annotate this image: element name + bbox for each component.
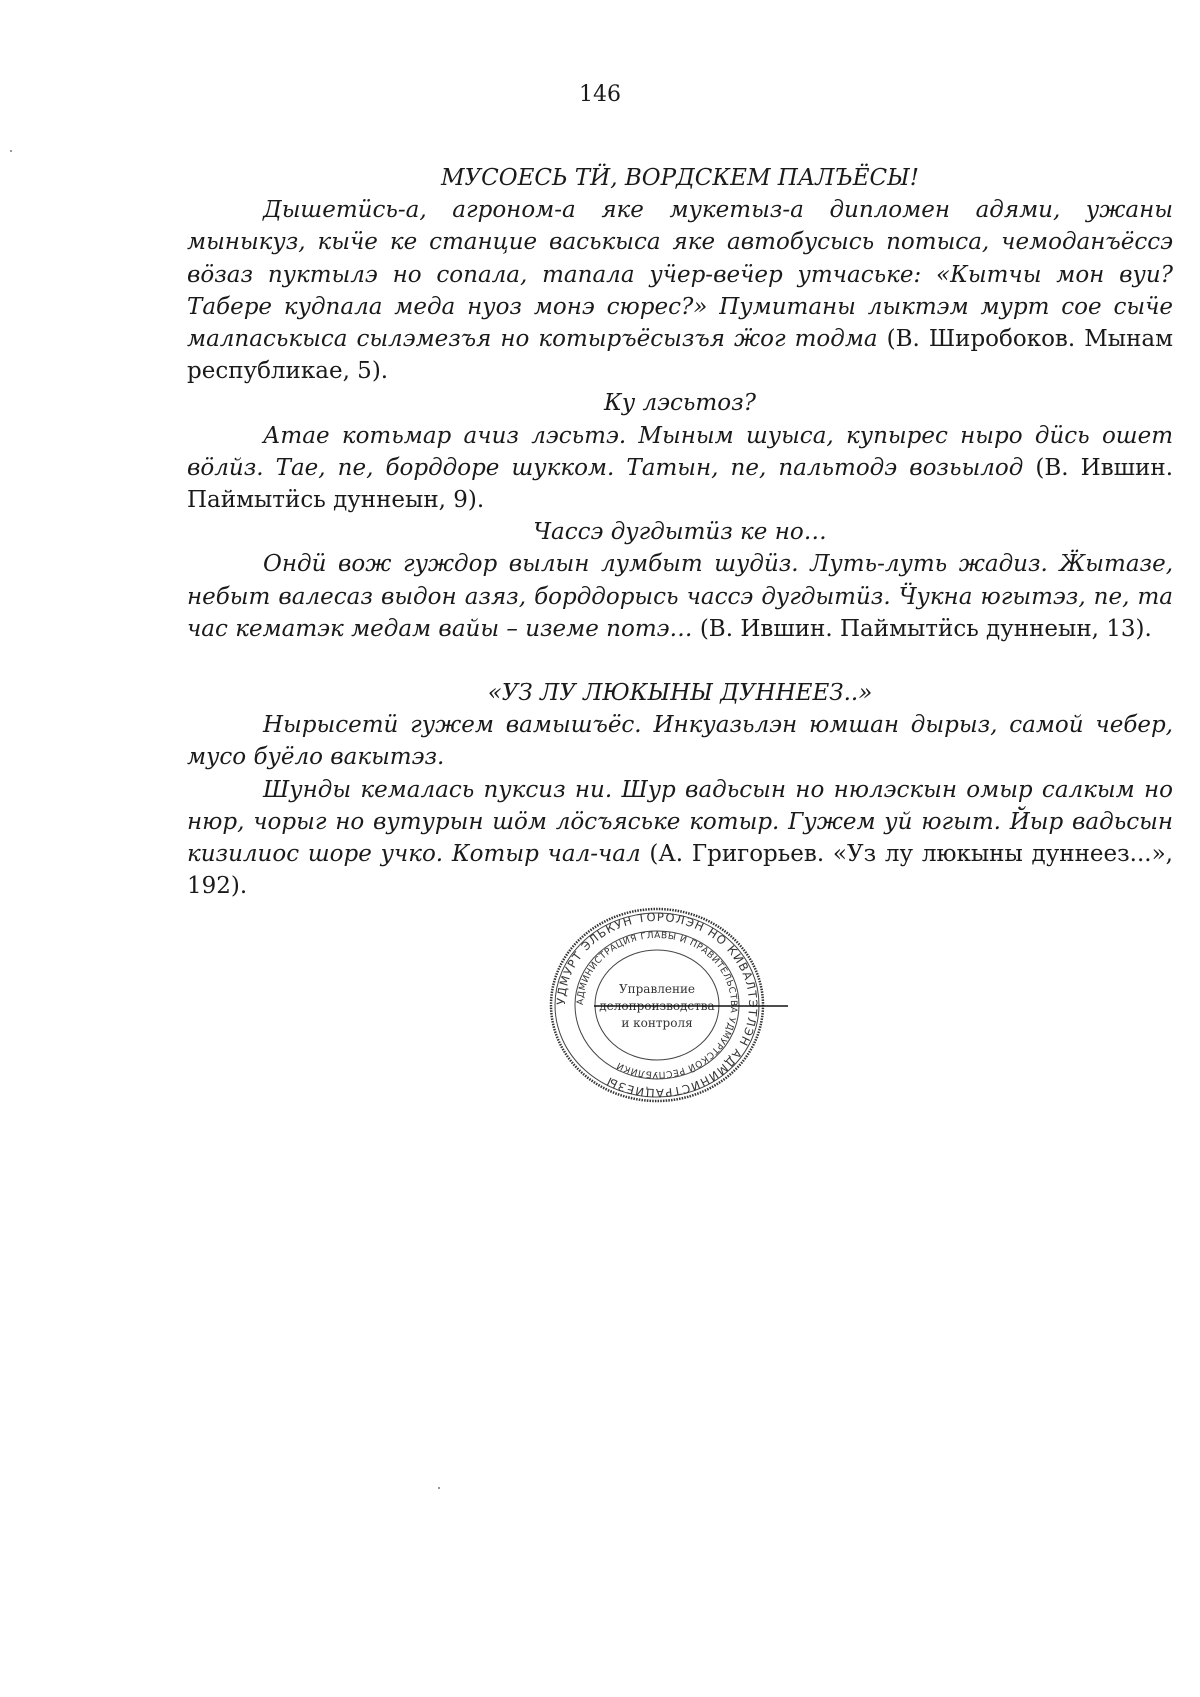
section-gap — [187, 645, 1173, 677]
stamp-graphic — [522, 896, 792, 1114]
paragraph-2-reference: (В. Ившин. Паймытӥсь дуннеын, 9). — [187, 454, 1174, 514]
official-stamp — [522, 896, 792, 1114]
subtitle-1: Ку лэсьтоз? — [604, 390, 756, 417]
stamp-center-line-1: Управление — [618, 982, 696, 996]
paragraph-2-text: Атае котьмар ачиз лэсьтэ. Мыным шуыса, купырес ныро дӥсь ошет вöлйз. Тае, пе, борддоре шукком. Татын, пе, пальтодэ возьылод — [187, 422, 1173, 481]
page-number: 146 — [579, 82, 621, 107]
paragraph-5 — [187, 774, 1173, 903]
scan-speck — [438, 1487, 440, 1489]
paragraph-3 — [187, 548, 1173, 645]
paragraph-5-reference: (А. Григорьев. «Уз лу люкыны дуннеез...», 192). — [187, 841, 1173, 900]
stamp-center-line-2: делопроизводства — [599, 999, 715, 1013]
paragraph-3-text: Ондӥ вож гуждор вылын лумбыт шудӥз. Луть-луть жадиз. Ӝытазе, небыт валесаз выдон азяз, борддорысь чассэ дугдытӥз. Ӵукна югытэз, пе, та час кематэк медам вайы – иземе потэ… — [187, 551, 1173, 642]
subtitle-2: Чассэ дугдытӥз ке но… — [533, 519, 827, 546]
scan-speck — [10, 150, 12, 152]
stamp-outer-text: УДМУРТ ЭЛЬКУН ТОРОЛЭН НО КИВАЛТЭТЛЭН АДМИНИСТРАЦИЕЗЫ — [553, 909, 761, 1101]
paragraph-1-text: Дышетӥсь-а, агроном-а яке мукетыз-а дипломен адями, ужаны мыныкуз, кыӵе ке станцие васькыса яке автобусысь потыса, чемоданъёссэ вöзаз пуктылэ но сопала, тапала уӵер-веӵер утчаське: «Кытчы мон вуи? Табере кудпала меда нуоз монэ сюрес?» Пумитаны лыктэм мурт сое сыӵе малпаськыса сылэмезъя но котыръёсызъя ӝог тодма — [187, 197, 1173, 353]
stamp-center-line-3: и контроля — [621, 1016, 693, 1030]
section-title-2: «УЗ ЛУ ЛЮКЫНЫ ДУННЕЕЗ..» — [487, 680, 873, 707]
paragraph-4-text: Нырысетӥ гужем вамышъёс. Инкуазьлэн юмшан дырыз, самой чебер, мусо буёло вакытэз. — [187, 712, 1173, 771]
paragraph-4 — [187, 709, 1173, 773]
paragraph-5-text: Шунды кемалась пуксиз ни. Шур вадьсын но нюлэскын омыр салкым но нюр, чорыг но вутурын шöм лöсъяське котыр. Гужем уй югыт. Йыр вадьсын кизилиос шоре учко. Котыр чал-чал — [187, 776, 1173, 868]
section-title-1: МУСОЕСЬ ТӤ, ВОРДСКЕМ ПАЛЪЁСЫ! — [440, 165, 920, 191]
paragraph-2 — [187, 420, 1173, 517]
paragraph-1 — [187, 194, 1173, 387]
paragraph-1-reference: (В. Широбоков. Мынам республикае, 5). — [187, 326, 1174, 385]
paragraph-3-reference: (В. Ившин. Паймытӥсь дуннеын, 13). — [692, 615, 1152, 642]
stamp-inner-text: АДМИНИСТРАЦИЯ ГЛАВЫ И ПРАВИТЕЛЬСТВА УДМУРТСКОЙ РЕСПУБЛИКИ — [575, 930, 739, 1080]
document-body — [187, 162, 1173, 902]
